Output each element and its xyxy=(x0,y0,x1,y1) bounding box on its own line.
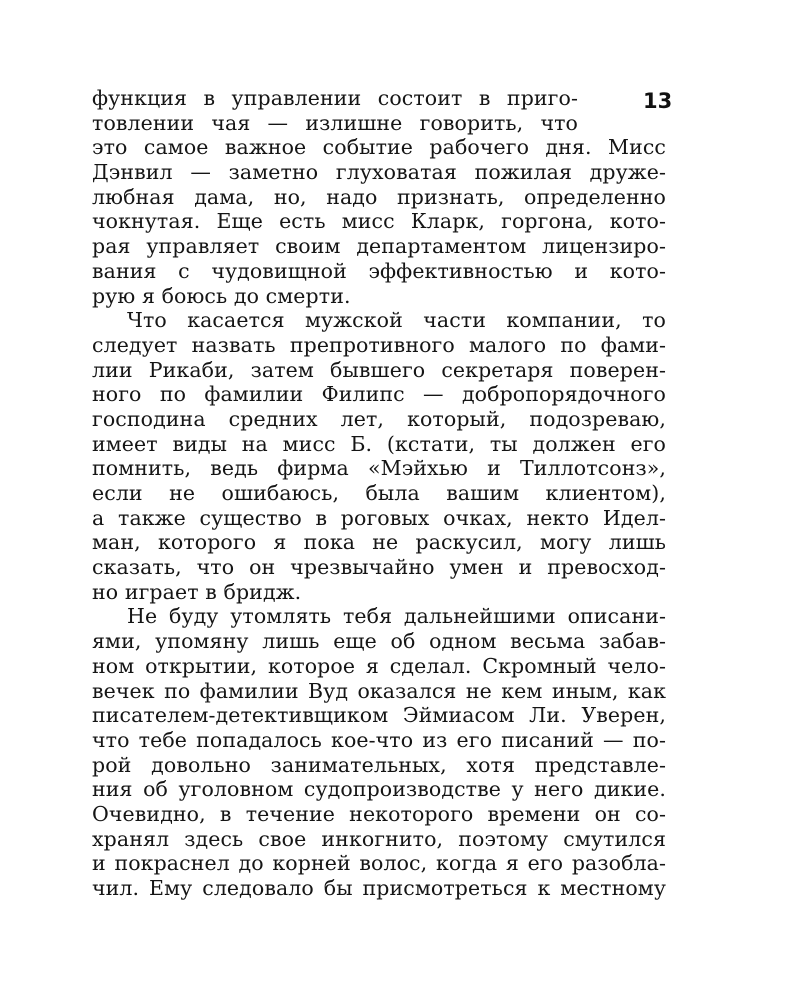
text-line: рой довольно занимательных, хотя представле- xyxy=(92,752,666,777)
text-line: хранял здесь свое инкогнито, поэтому смутился xyxy=(92,826,666,851)
paragraph-start-line: Что касается мужской части компании, то xyxy=(127,308,666,333)
text-line: писателем-детективщиком Эймиасом Ли. Уверен, xyxy=(92,703,666,728)
text-line: имеет виды на мисс Б. (кстати, ты должен его xyxy=(92,431,666,456)
text-line: рая управляет своим департаментом лицензиро- xyxy=(92,234,666,259)
text-line: чокнутая. Еще есть мисс Кларк, горгона, кото- xyxy=(92,209,666,234)
text-line: любная дама, но, надо признать, определенно xyxy=(92,184,666,209)
text-line: вечек по фамилии Вуд оказался не кем иным, как xyxy=(92,678,666,703)
text-line: лии Рикаби, затем бывшего секретаря поверен- xyxy=(92,357,666,382)
text-line: это самое важное событие рабочего дня. Мисс xyxy=(92,135,666,160)
body-text xyxy=(92,86,666,901)
text-line: ями, упомяну лишь еще об одном весьма забав- xyxy=(92,629,666,654)
text-line: Очевидно, в течение некоторого времени он со- xyxy=(92,801,666,826)
text-line: и покраснел до корней волос, когда я его разобла- xyxy=(92,851,666,876)
text-line: а также существо в роговых очках, некто Идел- xyxy=(92,505,666,530)
text-line: товлении чая — излишне говорить, что xyxy=(92,110,578,135)
text-line: вания с чудовищной эффективностью и кото- xyxy=(92,258,666,283)
text-line: но играет в бридж. xyxy=(92,579,302,604)
text-line: чил. Ему следовало бы присмотреться к местному xyxy=(92,876,666,900)
text-line: ния об уголовном судопроизводстве у него дикие. xyxy=(92,777,666,802)
text-line: помнить, ведь фирма «Мэйхью и Тиллотсонз», xyxy=(92,456,666,481)
text-line: ного по фамилии Филипс — добропорядочного xyxy=(92,382,666,407)
text-line: следует назвать препротивного малого по фами- xyxy=(92,332,666,357)
text-line: ном открытии, которое я сделал. Скромный чело- xyxy=(92,653,666,678)
text-line: господина средних лет, который, подозреваю, xyxy=(92,406,666,431)
text-line: Дэнвил — заметно глуховатая пожилая друже- xyxy=(92,160,666,185)
text-line: функция в управлении состоит в приго- xyxy=(92,86,578,110)
text-line: ман, которого я пока не раскусил, могу лишь xyxy=(92,530,666,555)
paragraph-start-line: Не буду утомлять тебя дальнейшими описани- xyxy=(127,604,666,629)
page-number: 13 xyxy=(643,89,673,113)
text-line: если не ошибаюсь, была вашим клиентом), xyxy=(92,481,666,505)
text-line: рую я боюсь до смерти. xyxy=(92,283,351,308)
text-line: сказать, что он чрезвычайно умен и превосход- xyxy=(92,555,666,580)
text-line: что тебе попадалось кое-что из его писаний — по- xyxy=(92,727,666,752)
